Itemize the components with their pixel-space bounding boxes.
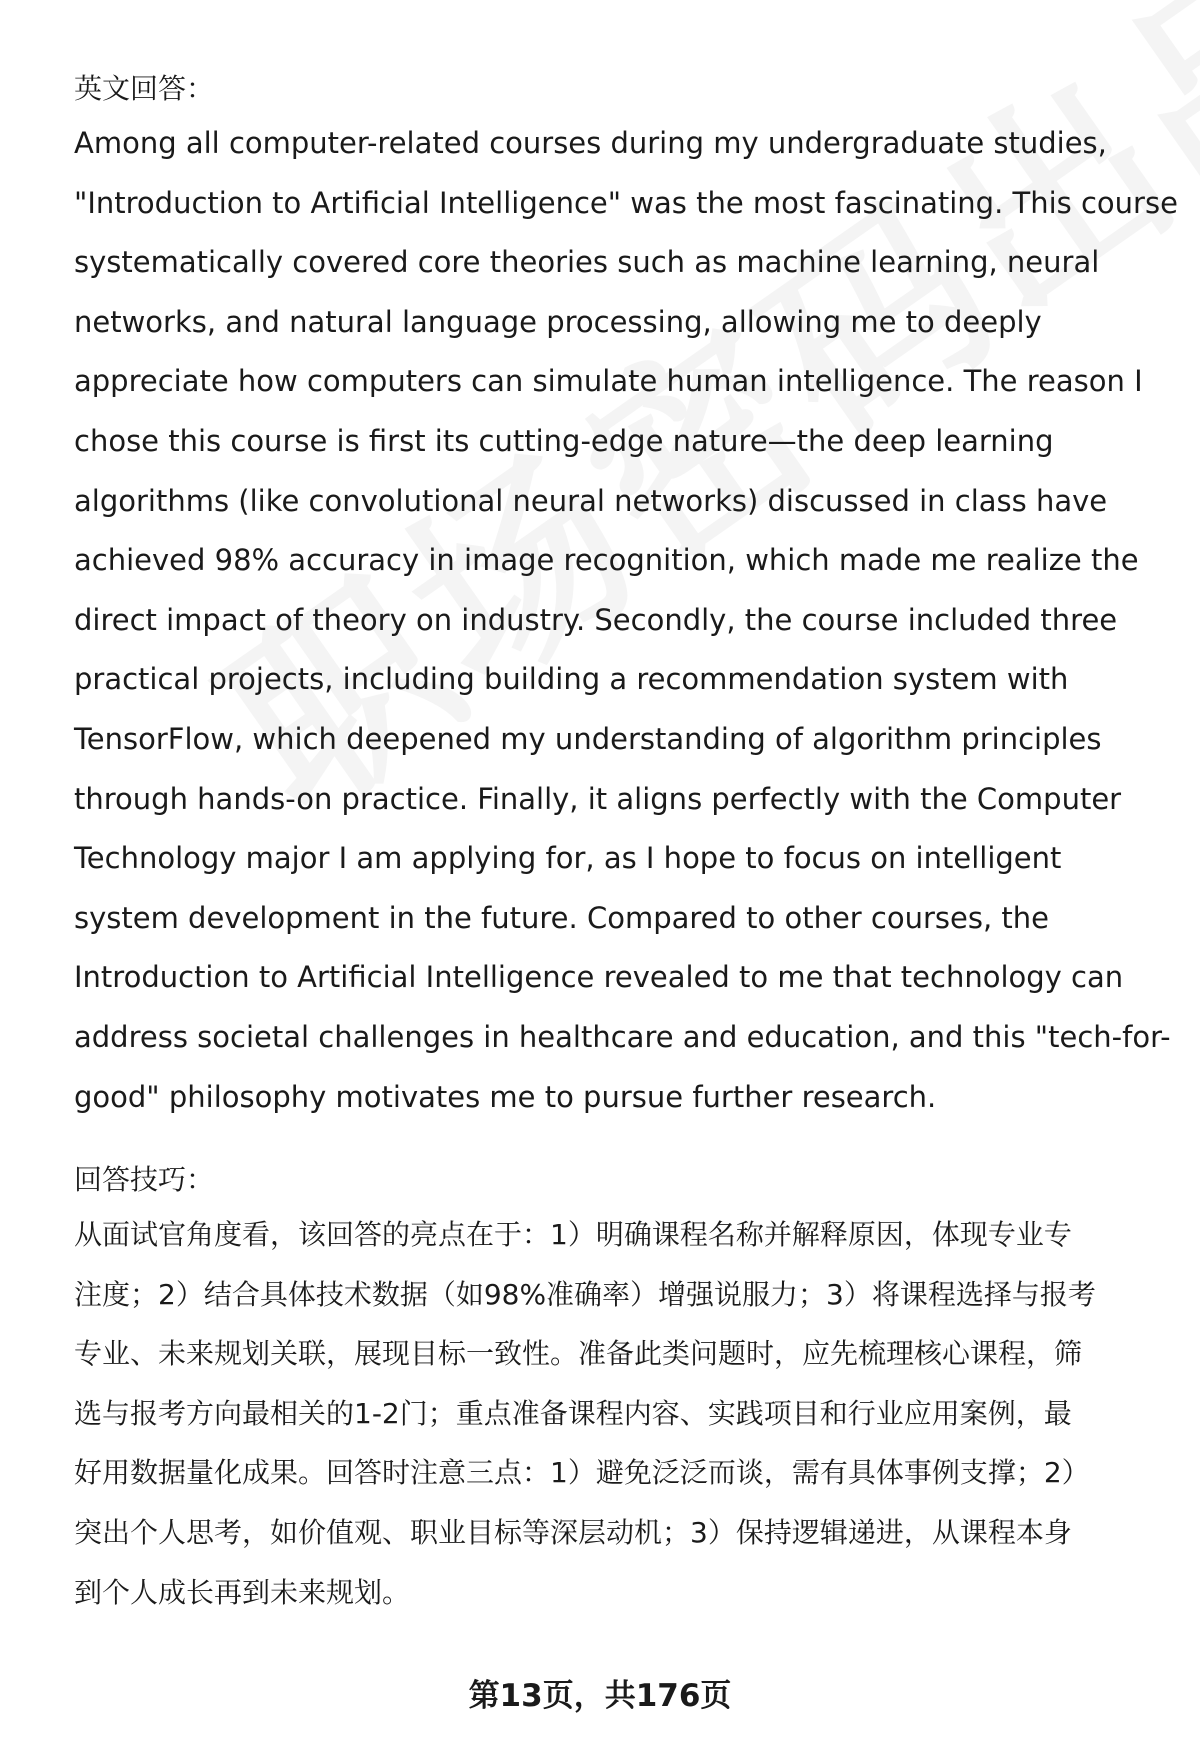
english-answer-line: Among all computer-related courses during my undergraduate studies, [74,126,1107,160]
english-answer-line: appreciate how computers can simulate human intelligence. The reason I [74,364,1143,399]
tips-line: 到个人成长再到未来规划。 [74,1575,411,1609]
english-answer-line: networks, and natural language processing, allowing me to deeply [74,304,1042,339]
tips-line: 专业、未来规划关联，展现目标一致性。准备此类问题时，应先梳理核心课程，筛 [74,1337,1083,1371]
english-answer-line: direct impact of theory on industry. Secondly, the course included three [74,602,1118,637]
page-number: 第13页，共176页 [468,1678,732,1714]
english-answer-line: systematically covered core theories such as machine learning, neural [74,245,1100,280]
page-content [74,64,1178,1622]
tips-line: 从面试官角度看，该回答的亮点在于：1）明确课程名称并解释原因，体现专业专 [74,1218,1072,1252]
english-answer-line: practical projects, including building a recommendation system with [74,662,1069,697]
english-answer-line: Introduction to Artificial Intelligence revealed to me that technology can [74,960,1124,995]
tips-line: 突出个人思考，如价值观、职业目标等深层动机；3）保持逻辑递进，从课程本身 [74,1516,1072,1550]
english-answer-line: "Introduction to Artificial Intelligence" was the most fascinating. This course [74,185,1178,220]
tips-label: 回答技巧： [74,1163,215,1197]
tips-line: 注度；2）结合具体技术数据（如98%准确率）增强说服力；3）将课程选择与报考 [74,1277,1096,1311]
tips-line: 好用数据量化成果。回答时注意三点：1）避免泛泛而谈，需有具体事例支撑；2） [74,1456,1090,1490]
english-answer-line: system development in the future. Compared to other courses, the [74,900,1050,935]
english-answer-line: achieved 98% accuracy in image recognition, which made me realize the [74,543,1139,578]
english-answer-label: 英文回答： [74,72,215,105]
english-answer-text [74,114,1178,1127]
english-answer-line: through hands-on practice. Finally, it aligns perfectly with the Computer [74,781,1122,816]
english-answer-line: TensorFlow, which deepened my understanding of algorithm principles [74,721,1102,756]
english-answer-line: algorithms (like convolutional neural networks) discussed in class have [74,483,1108,518]
tips-text [74,1205,1159,1622]
english-answer-line: chose this course is first its cutting-edge nature—the deep learning [74,423,1054,458]
tips-line: 选与报考方向最相关的1-2门；重点准备课程内容、实践项目和行业应用案例，最 [74,1396,1072,1430]
english-answer-line: Technology major I am applying for, as I hope to focus on intelligent [74,841,1062,876]
english-answer-line: good" philosophy motivates me to pursue further research. [74,1079,937,1114]
english-answer-line: address societal challenges in healthcare and education, and this "tech-for- [74,1019,1171,1054]
